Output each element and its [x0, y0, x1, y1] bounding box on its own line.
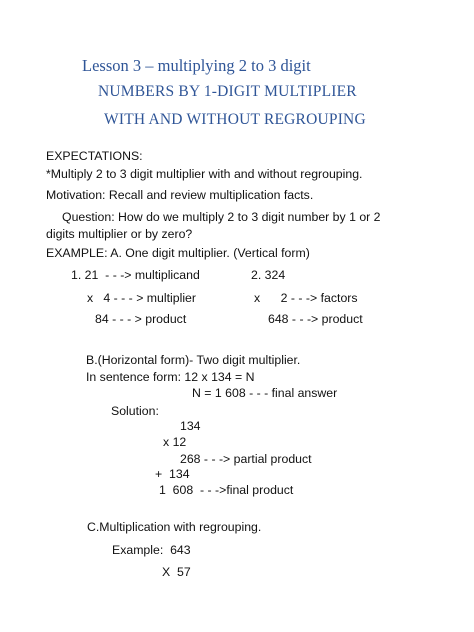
question-text-line1: Question: How do we multiply 2 to 3 digit number by 1 or 2	[62, 210, 381, 224]
answer-text: N = 1 608 - - - final answer	[192, 386, 338, 400]
example-2-line2: x 2 - - -> factors	[254, 291, 358, 305]
lesson-title: Lesson 3 – multiplying 2 to 3 digit	[82, 56, 311, 75]
sentence-form-text: In sentence form: 12 x 134 = N	[86, 370, 255, 384]
solution-line2: x 12	[163, 435, 187, 449]
solution-line5: 1 608 - - ->final product	[159, 483, 294, 497]
example-a-heading: EXAMPLE: A. One digit multiplier. (Vertical form)	[46, 246, 310, 260]
expectations-heading: EXPECTATIONS:	[46, 149, 143, 163]
solution-line3: 268 - - -> partial product	[180, 452, 312, 466]
lesson-subtitle-line1: NUMBERS BY 1-DIGIT MULTIPLIER	[98, 83, 357, 100]
solution-line4: + 134	[155, 467, 190, 481]
solution-line1: 134	[180, 419, 201, 433]
example-b-heading: B.(Horizontal form)- Two digit multiplier.	[86, 353, 301, 367]
expectation-item: *Multiply 2 to 3 digit multiplier with and without regrouping.	[46, 167, 363, 181]
example-1-line2: x 4 - - - > multiplier	[87, 291, 196, 305]
example-2-line1: 2. 324	[251, 268, 286, 282]
example-2-line3: 648 - - -> product	[268, 312, 363, 326]
lesson-subtitle-line2: WITH AND WITHOUT REGROUPING	[104, 111, 366, 128]
example-1-line3: 84 - - - > product	[95, 312, 187, 326]
example-1-line1: 1. 21 - - -> multiplicand	[71, 268, 200, 282]
solution-heading: Solution:	[111, 404, 159, 418]
example-c-heading: C.Multiplication with regrouping.	[87, 520, 262, 534]
example-c-line2: X 57	[162, 565, 191, 579]
question-text-line2: digits multiplier or by zero?	[46, 227, 193, 241]
example-c-line1: Example: 643	[112, 543, 191, 557]
motivation-text: Motivation: Recall and review multiplication facts.	[46, 188, 314, 202]
